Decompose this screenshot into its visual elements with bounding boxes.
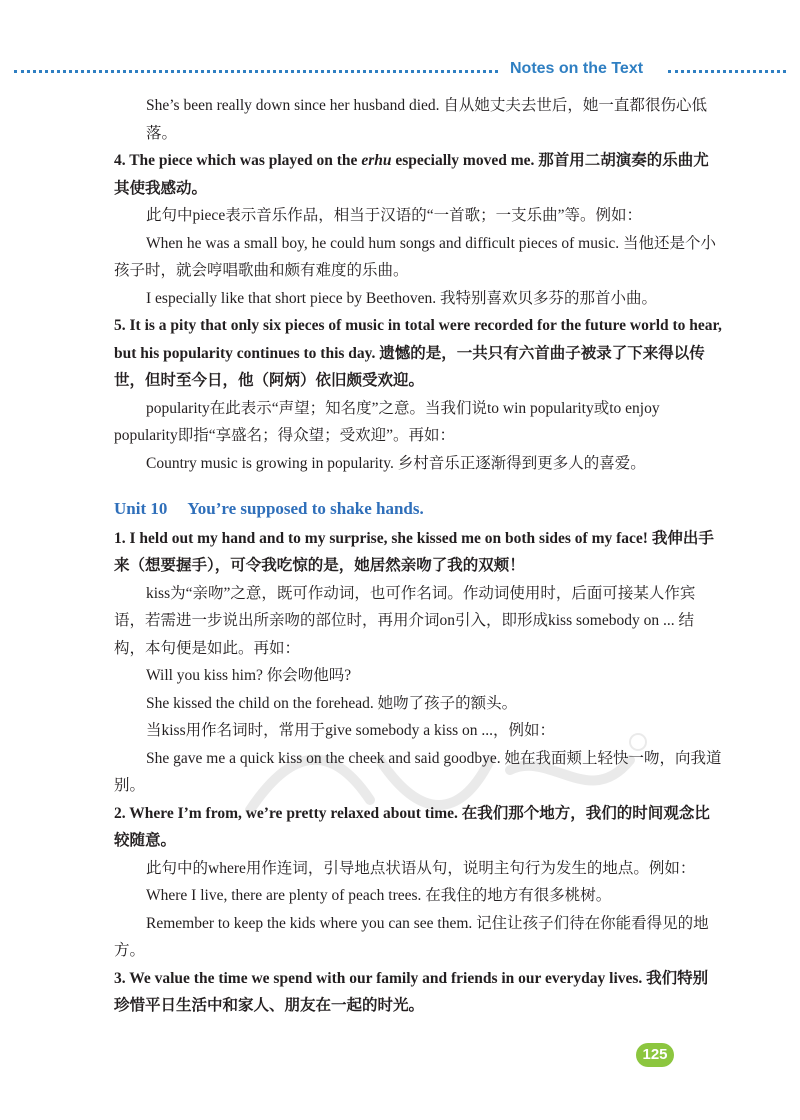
example-sentence: When he was a small boy, he could hum songs and difficult pieces of music. 当他还是个小孩子时，就会哼唱歌曲和颇有难度的乐曲。 [114, 234, 716, 279]
note-heading-5: 5. It is a pity that only six pieces of music in total were recorded for the future world to hear, but his popularity continues to this day. 遗憾的是，一共只有六首曲子被录了下来得以传世，但时至今日，他（阿炳）依旧颇受欢迎。 [114, 317, 722, 389]
unit-title: You’re supposed to shake hands. [187, 499, 424, 518]
unit-label: Unit 10 [114, 499, 168, 518]
example-sentence: She gave me a quick kiss on the cheek and said goodbye. 她在我面颊上轻快一吻，向我道别。 [114, 749, 722, 794]
header-dotted-rule-left [14, 70, 498, 73]
explanation-text: kiss为“亲吻”之意，既可作动词，也可作名词。作动词使用时，后面可接某人作宾语，若需进一步说出所亲吻的部位时，再用介词on引入，即形成kiss somebody on ... 结构，本句便是如此。再如： [114, 584, 696, 657]
note-heading-2: 2. Where I’m from, we’re pretty relaxed about time. 在我们那个地方，我们的时间观念比较随意。 [114, 804, 710, 849]
example-sentence: She kissed the child on the forehead. 她吻了孩子的额头。 [146, 694, 518, 712]
explanation-text: 当kiss用作名词时，常用于give somebody a kiss on ...，例如： [146, 722, 556, 739]
note-heading-1: 1. I held out my hand and to my surprise, she kissed me on both sides of my face! 我伸出手来（想要握手），可令我吃惊的是，她居然亲吻了我的双颊！ [114, 529, 714, 574]
explanation-text: 此句中piece表示音乐作品，相当于汉语的“一首歌；一支乐曲”等。例如： [146, 207, 642, 224]
explanation-text: 此句中的where用作连词，引导地点状语从句，说明主句行为发生的地点。例如： [146, 859, 696, 877]
page-number-badge: 125 [636, 1043, 674, 1067]
example-sentence: I especially like that short piece by Beethoven. 我特别喜欢贝多芬的那首小曲。 [146, 289, 657, 307]
example-sentence: Country music is growing in popularity. 乡村音乐正逐渐得到更多人的喜爱。 [146, 454, 646, 472]
explanation-text: popularity在此表示“声望；知名度”之意。当我们说to win popularity或to enjoy popularity即指“享盛名；得众望；受欢迎”。再如： [114, 399, 660, 444]
note-heading-3: 3. We value the time we spend with our family and friends in our everyday lives. 我们特别珍惜平日生活中和家人、朋友在一起的时光。 [114, 969, 709, 1014]
page-body [114, 92, 722, 1020]
running-header [0, 58, 800, 84]
header-title: Notes on the Text [510, 60, 644, 77]
example-sentence: She’s been really down since her husband died. 自从她丈夫去世后，她一直都很伤心低落。 [146, 97, 707, 142]
example-sentence: Remember to keep the kids where you can see them. 记住让孩子们待在你能看得见的地方。 [114, 914, 709, 959]
unit-heading [114, 495, 722, 523]
header-dotted-rule-right [668, 70, 786, 73]
example-sentence: Will you kiss him? 你会吻他吗? [146, 667, 352, 684]
note-heading-4: 4. The piece which was played on the erhu especially moved me. 那首用二胡演奏的乐曲尤其使我感动。 [114, 152, 709, 197]
example-sentence: Where I live, there are plenty of peach trees. 在我住的地方有很多桃树。 [146, 887, 612, 904]
